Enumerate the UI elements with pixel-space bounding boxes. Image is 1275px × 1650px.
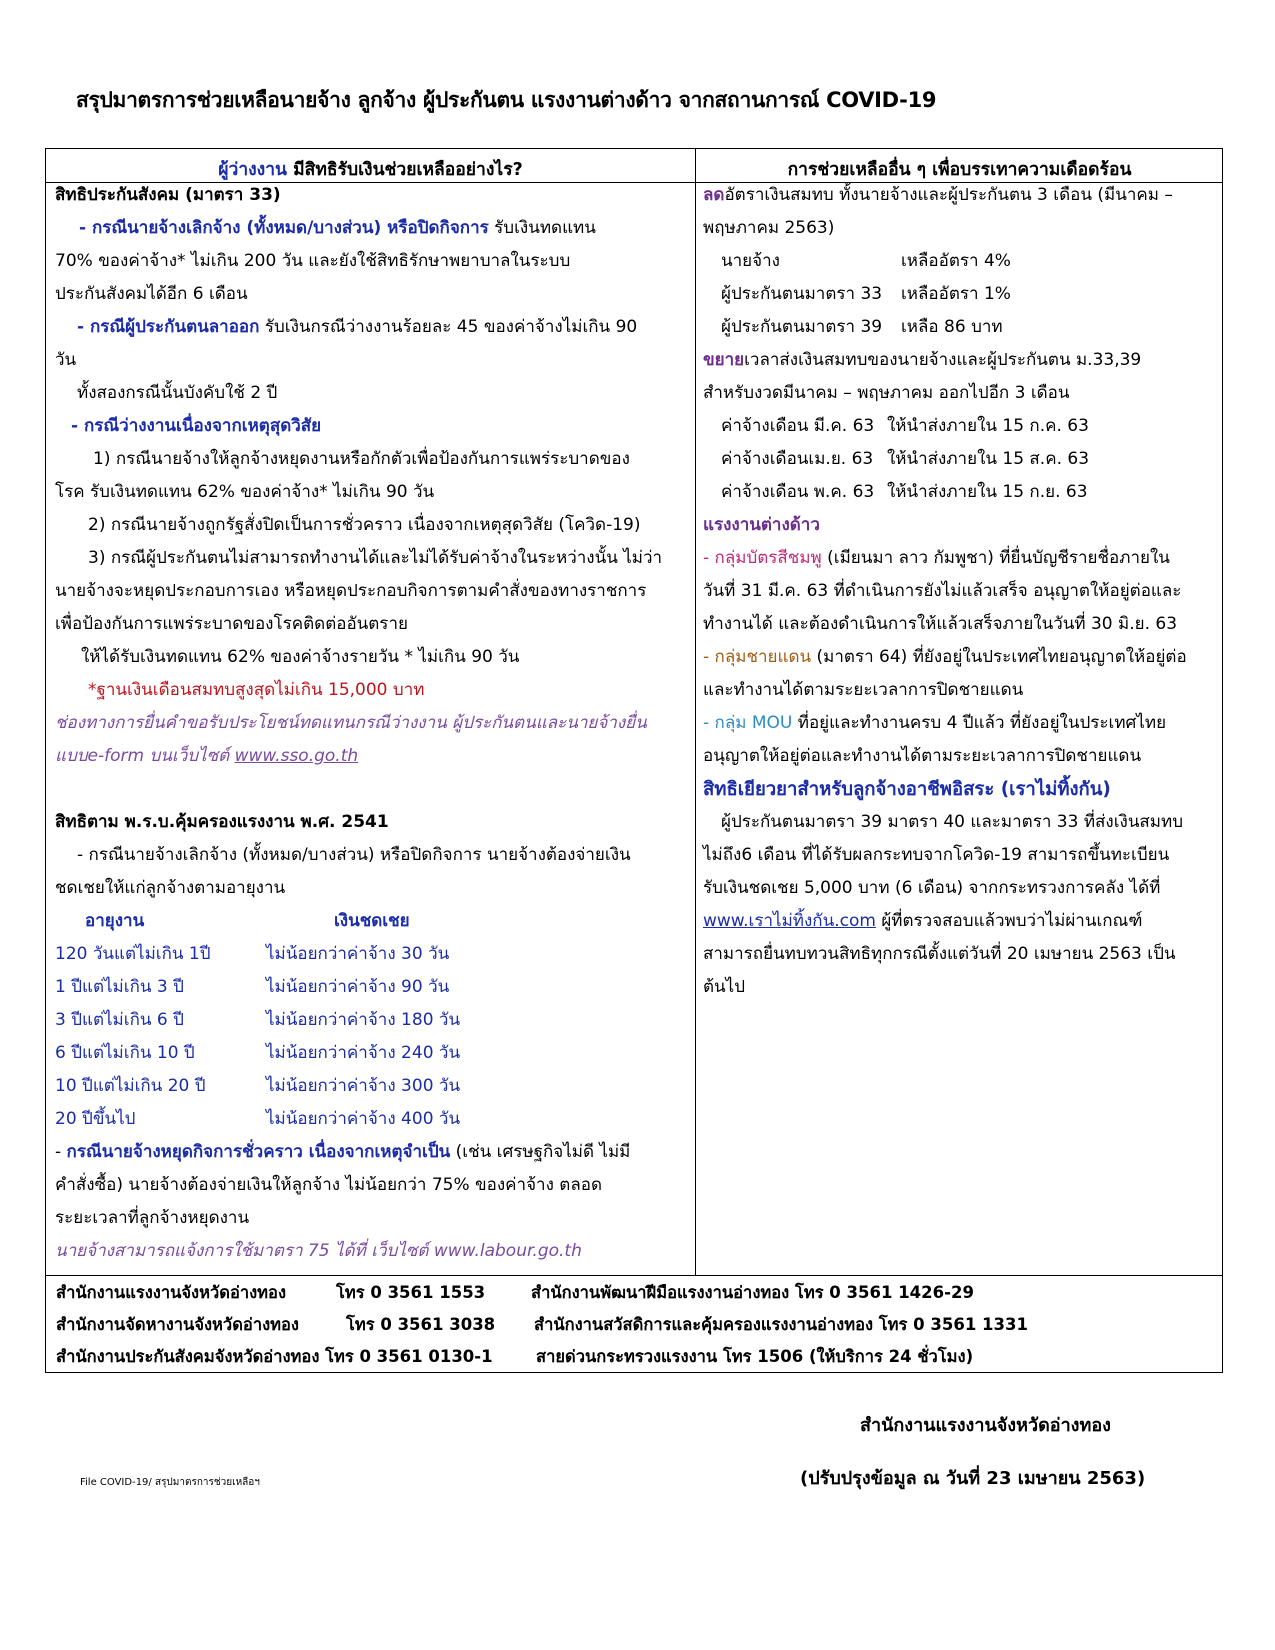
relief-line-5: สามารถยื่นทบทวนสิทธิทุกกรณีตั้งแต่วันที่ 20 เมษายน 2563 เป็น — [703, 944, 1176, 964]
deadline-due: ให้นำส่งภายใน 15 ก.ค. 63 — [887, 416, 1089, 436]
footer-divider — [46, 1275, 1222, 1276]
contact-row-2 — [56, 1309, 1028, 1341]
rate-who: นายจ้าง — [721, 251, 780, 271]
page-title: สรุปมาตรการช่วยเหลือนายจ้าง ลูกจ้าง ผู้ประกันตน แรงงานต่างด้าว จากสถานการณ์ COVID-19 — [76, 88, 937, 112]
sev-comp: ไม่น้อยกว่าค่าจ้าง 180 วัน — [266, 1010, 461, 1030]
updated-date: (ปรับปรุงข้อมูล ณ วันที่ 23 เมษายน 2563) — [800, 1468, 1146, 1489]
sev-age: 10 ปีแต่ไม่เกิน 20 ปี — [55, 1076, 206, 1096]
force-case-1-line-1: 1) กรณีนายจ้างให้ลูกจ้างหยุดงานหรือกักตัวเพื่อป้องกันการแพร่ระบาดของ — [93, 449, 630, 469]
sso-website-link[interactable]: www.sso.go.th — [234, 746, 359, 766]
case-termination-line-2: 70% ของค่าจ้าง* ไม่เกิน 200 วัน และยังใช้สิทธิรักษาพยาบาลในระบบ — [55, 251, 571, 271]
case-termination-line — [55, 212, 690, 245]
force-case-3-line-1: 3) กรณีผู้ประกันตนไม่สามารถทำงานได้และไม่ได้รับค่าจ้างในระหว่างนั้น ไม่ว่า — [88, 548, 663, 568]
force-case-2: 2) กรณีนายจ้างถูกรัฐสั่งปิดเป็นการชั่วคราว เนื่องจากเหตุสุดวิสัย (โควิด-19) — [88, 515, 641, 535]
deadline-month: ค่าจ้างเดือน พ.ค. 63 — [721, 482, 875, 502]
rate-row — [703, 311, 1218, 344]
contribution-rates — [703, 245, 1218, 344]
mou-group-line-2: อนุญาตให้อยู่ต่อและทำงานได้ตามระยะเวลาการปิดชายแดน — [703, 746, 1142, 766]
mou-group-text: ที่อยู่และทำงานครบ 4 ปีแล้ว ที่ยังอยู่ในประเทศไทย — [792, 713, 1167, 733]
severance-header — [55, 905, 690, 938]
sev-comp: ไม่น้อยกว่าค่าจ้าง 90 วัน — [266, 977, 450, 997]
pink-card-line-2: วันที่ 31 มี.ค. 63 ที่ดำเนินการยังไม่แล้วเสร็จ อนุญาตให้อยู่ต่อและ — [703, 581, 1182, 601]
case-resign-label: - กรณีผู้ประกันตนลาออก — [77, 317, 260, 337]
left-column — [55, 179, 690, 1268]
sev-age: 3 ปีแต่ไม่เกิน 6 ปี — [55, 1010, 184, 1030]
mou-group-line-1 — [703, 707, 1218, 740]
relief-title: สิทธิเยียวยาสำหรับลูกจ้างอาชีพอิสระ (เราไม่ทิ้งกัน) — [703, 779, 1111, 800]
temp-closure-label: กรณีนายจ้างหยุดกิจการชั่วคราว เนื่องจากเหตุจำเป็น — [66, 1142, 451, 1162]
deadline-month: ค่าจ้างเดือน มี.ค. 63 — [721, 416, 875, 436]
rate-rate: เหลืออัตรา 4% — [901, 251, 1011, 271]
contact-employment-office-tel: โทร 0 3561 3038 — [346, 1315, 496, 1334]
severance-header-age: อายุงาน — [85, 911, 145, 931]
pink-card-line-1 — [703, 542, 1218, 575]
reduce-line-1 — [703, 179, 1218, 212]
rate-who: ผู้ประกันตนมาตรา 33 — [721, 284, 883, 304]
case-resign-line — [55, 311, 690, 344]
foreign-workers-title: แรงงานต่างด้าว — [703, 515, 820, 535]
channel-line-2 — [55, 740, 690, 773]
border-group-line-2: และทำงานได้ตามระยะเวลาการปิดชายแดน — [703, 680, 1024, 700]
temp-closure-line-2: คำสั่งซื้อ) นายจ้างต้องจ่ายเงินให้ลูกจ้าง ไม่น้อยกว่า 75% ของค่าจ้าง ตลอด — [55, 1175, 602, 1195]
relief-line-3: รับเงินชดเชย 5,000 บาท (6 เดือน) จากกระทรวงการคลัง ได้ที่ — [703, 878, 1161, 898]
temp-dash: - — [55, 1142, 67, 1162]
severance-header-comp: เงินชดเชย — [334, 911, 410, 931]
labour-protection-line-1: - กรณีนายจ้างเลิกจ้าง (ทั้งหมด/บางส่วน) หรือปิดกิจการ นายจ้างต้องจ่ายเงิน — [77, 845, 631, 865]
temp-closure-line-1 — [55, 1136, 690, 1169]
force-case-3-line-3: เพื่อป้องกันการแพร่ระบาดของโรคติดต่ออันตราย — [55, 614, 408, 634]
contact-row-3 — [56, 1341, 973, 1373]
sev-age: 1 ปีแต่ไม่เกิน 3 ปี — [55, 977, 184, 997]
rate-row — [703, 278, 1218, 311]
temp-closure-text: (เช่น เศรษฐกิจไม่ดี ไม่มี — [450, 1142, 631, 1162]
deadline-month: ค่าจ้างเดือนเม.ย. 63 — [721, 449, 874, 469]
summary-table — [45, 148, 1223, 1373]
sev-age: 6 ปีแต่ไม่เกิน 10 ปี — [55, 1043, 195, 1063]
contact-row-1 — [56, 1277, 974, 1309]
sev-age: 120 วันแต่ไม่เกิน 1ปี — [55, 944, 211, 964]
unemployed-label: ผู้ว่างงาน — [218, 160, 288, 180]
sev-row — [55, 1070, 690, 1103]
severance-table — [55, 938, 690, 1136]
deadline-row — [703, 476, 1218, 509]
wage-base-note: *ฐานเงินเดือนสมทบสูงสุดไม่เกิน 15,000 บาท — [88, 680, 425, 700]
reduce-label: ลด — [703, 185, 725, 205]
sev-row — [55, 1004, 690, 1037]
contact-skill-dev: สำนักงานพัฒนาฝีมือแรงงานอ่างทอง โทร 0 3561 1426-29 — [531, 1283, 974, 1302]
contact-labour-office-tel: โทร 0 3561 1553 — [336, 1283, 486, 1302]
relief-line-4-text: ผู้ที่ตรวจสอบแล้วพบว่าไม่ผ่านเกณฑ์ — [875, 911, 1143, 931]
extend-line-2: สำหรับงวดมีนาคม – พฤษภาคม ออกไปอีก 3 เดือน — [703, 383, 1070, 403]
force-case-1-line-2: โรค รับเงินทดแทน 62% ของค่าจ้าง* ไม่เกิน 90 วัน — [55, 482, 435, 502]
sev-comp: ไม่น้อยกว่าค่าจ้าง 240 วัน — [266, 1043, 461, 1063]
deadline-due: ให้นำส่งภายใน 15 ก.ย. 63 — [887, 482, 1088, 502]
file-name: File COVID-19/ สรุปมาตรการช่วยเหลือฯ — [80, 1477, 260, 1488]
column-divider — [695, 149, 696, 1275]
extend-label: ขยาย — [703, 350, 745, 370]
case-termination-text: รับเงินทดแทน — [488, 218, 596, 238]
pink-card-text: (เมียนมา ลาว กัมพูชา) ที่ยื่นบัญชีรายชื่อภายใน — [821, 548, 1170, 568]
contact-employment-office: สำนักงานจัดหางานจังหวัดอ่างทอง — [56, 1315, 299, 1334]
case-resign-line-2: วัน — [55, 350, 77, 370]
sev-comp: ไม่น้อยกว่าค่าจ้าง 300 วัน — [266, 1076, 461, 1096]
reduce-text: อัตราเงินสมทบ ทั้งนายจ้างและผู้ประกันตน 3 เดือน (มีนาคม – — [724, 185, 1173, 205]
pink-card-label: - กลุ่มบัตรสีชมพู — [703, 548, 822, 568]
relief-line-2: ไม่ถึง6 เดือน ที่ได้รับผลกระทบจากโควิด-19 สามารถขึ้นทะเบียน — [703, 845, 1170, 865]
contact-hotline: สายด่วนกระทรวงแรงงาน โทร 1506 (ให้บริการ 24 ชั่วโมง) — [536, 1347, 974, 1366]
table-header-row — [46, 149, 1222, 183]
sev-age: 20 ปีขึ้นไป — [55, 1109, 136, 1129]
signature-office: สำนักงานแรงงานจังหวัดอ่างทอง — [860, 1415, 1111, 1436]
border-group-label: - กลุ่มชายแดน — [703, 647, 812, 667]
relief-line-4 — [703, 905, 1218, 938]
border-group-text: (มาตรา 64) ที่ยังอยู่ในประเทศไทยอนุญาตให้อยู่ต่อ — [811, 647, 1187, 667]
extend-line-1 — [703, 344, 1218, 377]
relief-line-6: ต้นไป — [703, 977, 746, 997]
rate-who: ผู้ประกันตนมาตรา 39 — [721, 317, 883, 337]
right-column-header: การช่วยเหลืออื่น ๆ เพื่อบรรเทาความเดือดร้อน — [787, 160, 1132, 180]
relief-line-1: ผู้ประกันตนมาตรา 39 มาตรา 40 และมาตรา 33 ที่ส่งเงินสมทบ — [721, 812, 1184, 832]
sev-comp: ไม่น้อยกว่าค่าจ้าง 400 วัน — [266, 1109, 461, 1129]
reduce-line-2: พฤษภาคม 2563) — [703, 218, 835, 238]
temp-closure-line-3: ระยะเวลาที่ลูกจ้างหยุดงาน — [55, 1208, 250, 1228]
extend-text: เวลาส่งเงินสมทบของนายจ้างและผู้ประกันตน ม.33,39 — [744, 350, 1142, 370]
contact-labour-office: สำนักงานแรงงานจังหวัดอ่างทอง — [56, 1283, 287, 1302]
pink-card-line-3: ทำงานได้ และต้องดำเนินการให้แล้วเสร็จภายในวันที่ 30 มิ.ย. 63 — [703, 614, 1178, 634]
deadline-row — [703, 443, 1218, 476]
labour-protection-title: สิทธิตาม พ.ร.บ.คุ้มครองแรงงาน พ.ศ. 2541 — [55, 812, 389, 832]
rate-rate: เหลืออัตรา 1% — [901, 284, 1011, 304]
channel-line-1: ช่องทางการยื่นคำขอรับประโยชน์ทดแทนกรณีว่างงาน ผู้ประกันตนและนายจ้างยื่น — [55, 713, 647, 733]
rate-rate: เหลือ 86 บาท — [901, 317, 1003, 337]
payment-deadlines — [703, 410, 1218, 509]
left-header-rest: มีสิทธิรับเงินช่วยเหลืออย่างไร? — [287, 160, 523, 180]
sev-row — [55, 1037, 690, 1070]
border-group-line-1 — [703, 641, 1218, 674]
contact-welfare-office: สำนักงานสวัสดิการและคุ้มครองแรงงานอ่างทอง โทร 0 3561 1331 — [534, 1315, 1028, 1334]
force-majeure-title: - กรณีว่างงานเนื่องจากเหตุสุดวิสัย — [71, 416, 322, 436]
channel-text: แบบe-form บนเว็บไซต์ — [55, 746, 235, 766]
force-case-3-line-2: นายจ้างจะหยุดประกอบการเอง หรือหยุดประกอบกิจการตามคำสั่งของทางราชการ — [55, 581, 647, 601]
deadline-due: ให้นำส่งภายใน 15 ส.ค. 63 — [887, 449, 1090, 469]
rate-row — [703, 245, 1218, 278]
social-security-title: สิทธิประกันสังคม (มาตรา 33) — [55, 185, 281, 205]
case-termination-label: - กรณีนายจ้างเลิกจ้าง (ทั้งหมด/บางส่วน) หรือปิดกิจการ — [79, 218, 489, 238]
notify-website-note: นายจ้างสามารถแจ้งการใช้มาตรา 75 ได้ที่ เว็บไซต์ www.labour.go.th — [55, 1241, 582, 1261]
labour-protection-line-2: ชดเชยให้แก่ลูกจ้างตามอายุงาน — [55, 878, 286, 898]
mou-group-label: - กลุ่ม MOU — [703, 713, 793, 733]
spacer — [55, 773, 690, 806]
sev-comp: ไม่น้อยกว่าค่าจ้าง 30 วัน — [266, 944, 450, 964]
case-resign-text: รับเงินกรณีว่างงานร้อยละ 45 ของค่าจ้างไม่เกิน 90 — [259, 317, 638, 337]
sev-row — [55, 938, 690, 971]
rao-mai-ting-kan-link[interactable]: www.เราไม่ทิ้งกัน.com — [703, 911, 876, 931]
force-compensation: ให้ได้รับเงินทดแทน 62% ของค่าจ้างรายวัน * ไม่เกิน 90 วัน — [81, 647, 520, 667]
sev-row — [55, 971, 690, 1004]
deadline-row — [703, 410, 1218, 443]
sev-row — [55, 1103, 690, 1136]
right-column — [703, 179, 1218, 1004]
both-cases-note: ทั้งสองกรณีนั้นบังคับใช้ 2 ปี — [77, 383, 278, 403]
case-termination-line-3: ประกันสังคมได้อีก 6 เดือน — [55, 284, 248, 304]
contact-social-security-office: สำนักงานประกันสังคมจังหวัดอ่างทอง โทร 0 3561 0130-1 — [56, 1347, 493, 1366]
